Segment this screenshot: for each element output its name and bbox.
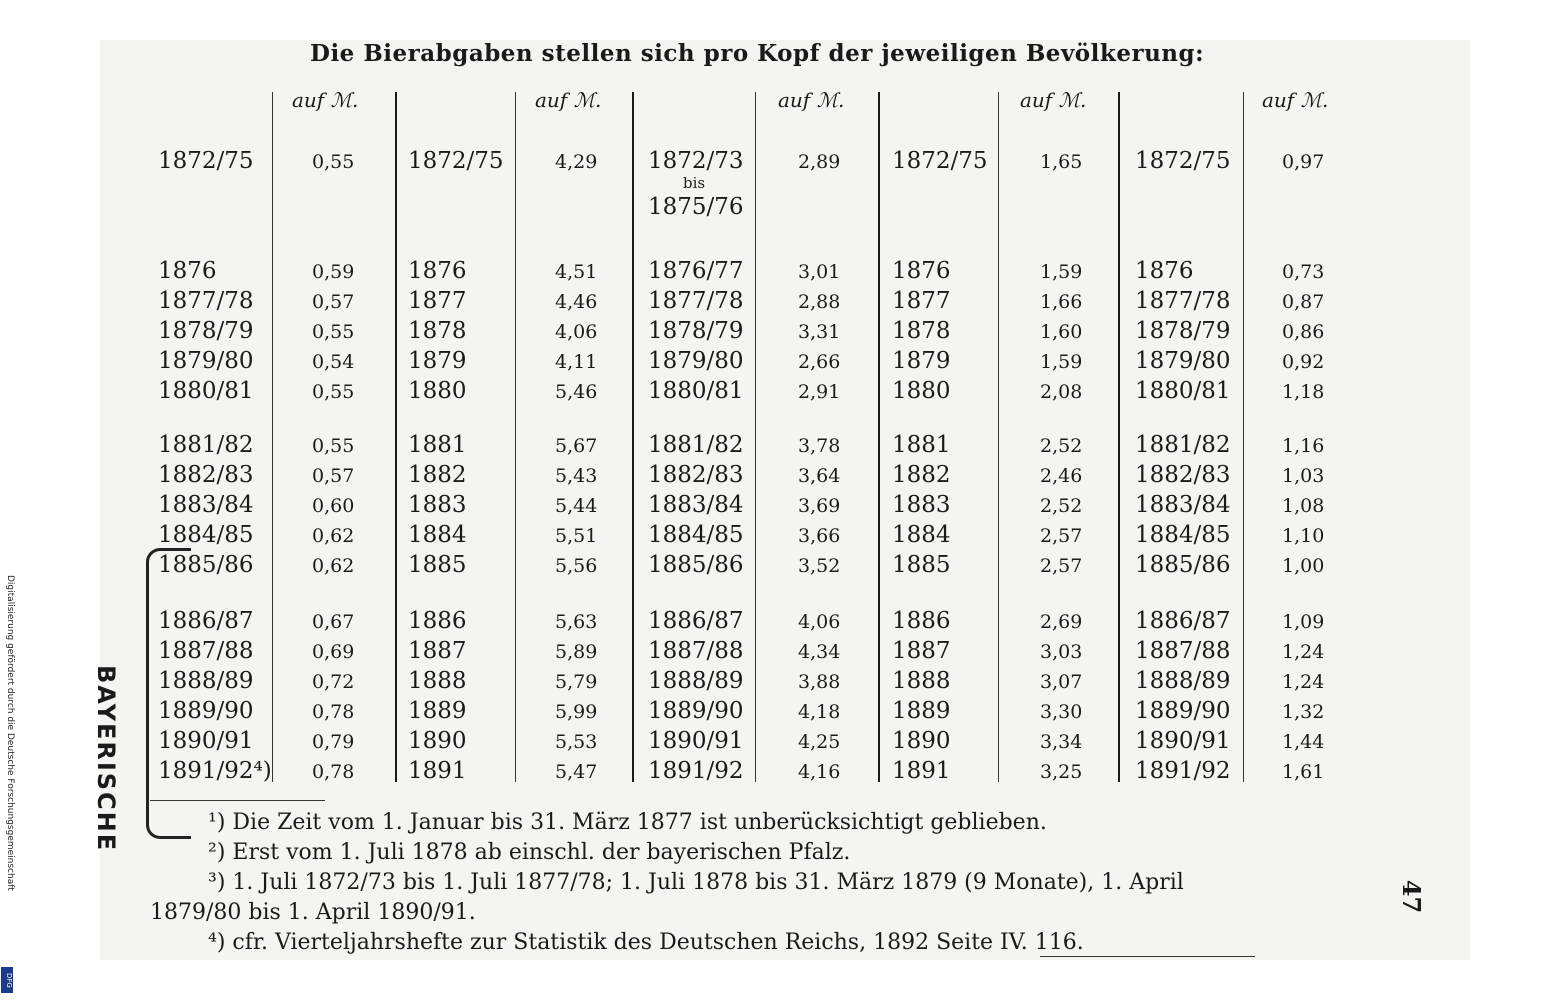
value-cell: 2,52 (1040, 495, 1083, 517)
period-cell: 1883 (892, 492, 951, 518)
period-cell: 1883/84 (158, 492, 254, 518)
value-cell: 5,56 (555, 555, 598, 577)
column-header-unit: auf ℳ. (292, 88, 359, 112)
period-cell: 1885 (408, 552, 467, 578)
footnotes (150, 808, 1380, 958)
value-cell: 3,01 (798, 261, 841, 283)
footnote-3: ³) 1. Juli 1872/73 bis 1. Juli 1877/78; 1. Juli 1878 bis 31. März 1879 (9 Monate), 1. April (208, 870, 1184, 895)
period-cell: 1890/91 (648, 728, 744, 754)
value-cell: 5,53 (555, 731, 598, 753)
group-separator (395, 92, 397, 782)
value-cell: 1,65 (1040, 151, 1083, 173)
column-header-unit: auf ℳ. (1020, 88, 1087, 112)
column-separator (515, 92, 516, 782)
period-cell: 1882/83 (158, 462, 254, 488)
period-cell: 1884 (892, 522, 951, 548)
footnote-1: ¹) Die Zeit vom 1. Januar bis 31. März 1877 ist unberücksichtigt geblieben. (208, 810, 1047, 835)
period-cell: 1887/88 (1135, 638, 1231, 664)
period-cell: 1884/85 (648, 522, 744, 548)
period-cell: 1880/81 (648, 378, 744, 404)
value-cell: 2,08 (1040, 381, 1083, 403)
period-cell: 1872/73 (648, 148, 744, 174)
value-cell: 5,51 (555, 525, 598, 547)
column-header-unit: auf ℳ. (1262, 88, 1329, 112)
footnote-2: ²) Erst vom 1. Juli 1878 ab einschl. der bayerischen Pfalz. (208, 840, 851, 865)
value-cell: 0,78 (312, 701, 355, 723)
period-cell: 1886/87 (158, 608, 254, 634)
period-cell: 1876/77 (648, 258, 744, 284)
period-cell: 1884/85 (158, 522, 254, 548)
value-cell: 1,10 (1282, 525, 1325, 547)
value-cell: 0,55 (312, 321, 355, 343)
period-cell: 1877/78 (1135, 288, 1231, 314)
digitization-credit: Digitalisierung gefördert durch die Deutsche Forschungsgemeinschaft (5, 575, 15, 891)
value-cell: 5,89 (555, 641, 598, 663)
value-cell: 0,87 (1282, 291, 1325, 313)
period-cell: 1881 (408, 432, 467, 458)
period-cell: 1876 (1135, 258, 1194, 284)
period-cell: 1872/75 (408, 148, 504, 174)
column-separator (755, 92, 756, 782)
value-cell: 5,67 (555, 435, 598, 457)
period-cell: 1883/84 (1135, 492, 1231, 518)
period-cell: 1879 (892, 348, 951, 374)
value-cell: 2,88 (798, 291, 841, 313)
period-cell: 1887/88 (158, 638, 254, 664)
value-cell: 2,69 (1040, 611, 1083, 633)
group-separator (632, 92, 634, 782)
period-cell: 1889/90 (648, 698, 744, 724)
value-cell: 2,57 (1040, 555, 1083, 577)
value-cell: 1,16 (1282, 435, 1325, 457)
beer-tax-table (150, 82, 1370, 782)
value-cell: 5,43 (555, 465, 598, 487)
value-cell: 3,31 (798, 321, 841, 343)
value-cell: 1,61 (1282, 761, 1325, 783)
value-cell: 3,88 (798, 671, 841, 693)
period-cell: 1890 (408, 728, 467, 754)
value-cell: 0,54 (312, 351, 355, 373)
period-cell: 1884 (408, 522, 467, 548)
value-cell: 4,06 (798, 611, 841, 633)
period-cell: 1880 (408, 378, 467, 404)
period-cell: 1876 (158, 258, 217, 284)
period-cell: 1877/78 (158, 288, 254, 314)
value-cell: 2,66 (798, 351, 841, 373)
value-cell: 1,08 (1282, 495, 1325, 517)
bottom-rule (1040, 956, 1255, 957)
period-cell: 1878/79 (648, 318, 744, 344)
column-separator (998, 92, 999, 782)
period-cell: 1886/87 (648, 608, 744, 634)
value-cell: 3,34 (1040, 731, 1083, 753)
column-header-unit: auf ℳ. (535, 88, 602, 112)
period-cell: 1872/75 (158, 148, 254, 174)
period-cell: 1887 (408, 638, 467, 664)
period-cell: 1885/86 (158, 552, 254, 578)
period-cell: 1880 (892, 378, 951, 404)
period-cell: 1891 (408, 758, 467, 784)
footnote-4: ⁴) cfr. Vierteljahrshefte zur Statistik des Deutschen Reichs, 1892 Seite IV. 116. (208, 930, 1084, 955)
period-cell: 1887/88 (648, 638, 744, 664)
value-cell: 0,67 (312, 611, 355, 633)
period-cell: 1885 (892, 552, 951, 578)
value-cell: 4,51 (555, 261, 598, 283)
period-cell: 1885/86 (1135, 552, 1231, 578)
period-cell: 1881/82 (1135, 432, 1231, 458)
value-cell: 0,55 (312, 381, 355, 403)
library-stamp (146, 548, 191, 839)
period-cell: 1882/83 (648, 462, 744, 488)
value-cell: 5,63 (555, 611, 598, 633)
period-bis: bis (683, 174, 706, 192)
period-cell: 1886 (408, 608, 467, 634)
value-cell: 1,09 (1282, 611, 1325, 633)
value-cell: 1,18 (1282, 381, 1325, 403)
value-cell: 0,62 (312, 525, 355, 547)
value-cell: 4,11 (555, 351, 598, 373)
period-cell: 1888/89 (1135, 668, 1231, 694)
period-cell: 1877/78 (648, 288, 744, 314)
group-separator (878, 92, 880, 782)
value-cell: 3,30 (1040, 701, 1083, 723)
value-cell: 3,07 (1040, 671, 1083, 693)
value-cell: 4,06 (555, 321, 598, 343)
period-cell: 1888/89 (158, 668, 254, 694)
period-cell: 1876 (892, 258, 951, 284)
value-cell: 0,73 (1282, 261, 1325, 283)
value-cell: 1,59 (1040, 351, 1083, 373)
period-cell: 1891/92 (1135, 758, 1231, 784)
period-cell: 1879/80 (1135, 348, 1231, 374)
period-cell: 1881/82 (648, 432, 744, 458)
period-cell: 1891 (892, 758, 951, 784)
value-cell: 1,24 (1282, 671, 1325, 693)
value-cell: 4,46 (555, 291, 598, 313)
table-bottom-rule (150, 800, 325, 801)
value-cell: 5,99 (555, 701, 598, 723)
period-cell: 1889 (892, 698, 951, 724)
period-cell: 1881 (892, 432, 951, 458)
period-cell: 1888 (408, 668, 467, 694)
period-cell: 1890/91 (1135, 728, 1231, 754)
period-cell: 1879/80 (158, 348, 254, 374)
value-cell: 4,18 (798, 701, 841, 723)
value-cell: 1,32 (1282, 701, 1325, 723)
period-cell: 1886 (892, 608, 951, 634)
value-cell: 3,78 (798, 435, 841, 457)
value-cell: 1,44 (1282, 731, 1325, 753)
period-cell: 1888/89 (648, 668, 744, 694)
value-cell: 1,59 (1040, 261, 1083, 283)
value-cell: 0,55 (312, 151, 355, 173)
page-number: 47 (1397, 879, 1427, 914)
value-cell: 3,25 (1040, 761, 1083, 783)
value-cell: 0,59 (312, 261, 355, 283)
value-cell: 0,60 (312, 495, 355, 517)
dfg-logo: DFG (1, 967, 13, 993)
period-cell: 1884/85 (1135, 522, 1231, 548)
value-cell: 0,72 (312, 671, 355, 693)
period-cell: 1890/91 (158, 728, 254, 754)
value-cell: 3,69 (798, 495, 841, 517)
period-cell: 1882 (892, 462, 951, 488)
period-cell: 1889/90 (1135, 698, 1231, 724)
column-separator (1243, 92, 1244, 782)
period-cell: 1889 (408, 698, 467, 724)
value-cell: 5,79 (555, 671, 598, 693)
period-cell: 1886/87 (1135, 608, 1231, 634)
value-cell: 0,79 (312, 731, 355, 753)
column-header-unit: auf ℳ. (778, 88, 845, 112)
value-cell: 0,78 (312, 761, 355, 783)
value-cell: 2,91 (798, 381, 841, 403)
value-cell: 3,64 (798, 465, 841, 487)
library-stamp-text: BAYERISCHE (92, 665, 120, 853)
value-cell: 4,25 (798, 731, 841, 753)
period-cell: 1881/82 (158, 432, 254, 458)
period-end: 1875/76 (648, 194, 744, 220)
period-cell: 1878 (408, 318, 467, 344)
period-cell: 1880/81 (158, 378, 254, 404)
period-cell: 1882 (408, 462, 467, 488)
period-cell: 1880/81 (1135, 378, 1231, 404)
value-cell: 2,46 (1040, 465, 1083, 487)
period-cell: 1890 (892, 728, 951, 754)
value-cell: 0,86 (1282, 321, 1325, 343)
period-cell: 1872/75 (1135, 148, 1231, 174)
period-cell: 1879/80 (648, 348, 744, 374)
period-cell: 1882/83 (1135, 462, 1231, 488)
column-separator (272, 92, 273, 782)
value-cell: 1,60 (1040, 321, 1083, 343)
period-cell: 1878 (892, 318, 951, 344)
period-cell: 1891/92 (648, 758, 744, 784)
period-cell: 1877 (408, 288, 467, 314)
value-cell: 5,44 (555, 495, 598, 517)
period-cell: 1876 (408, 258, 467, 284)
period-cell: 1891/92⁴) (158, 758, 272, 784)
value-cell: 0,62 (312, 555, 355, 577)
period-cell: 1883/84 (648, 492, 744, 518)
period-cell: 1888 (892, 668, 951, 694)
value-cell: 1,03 (1282, 465, 1325, 487)
value-cell: 0,55 (312, 435, 355, 457)
period-cell: 1872/75 (892, 148, 988, 174)
value-cell: 5,46 (555, 381, 598, 403)
value-cell: 0,57 (312, 465, 355, 487)
value-cell: 0,57 (312, 291, 355, 313)
value-cell: 3,52 (798, 555, 841, 577)
value-cell: 0,92 (1282, 351, 1325, 373)
value-cell: 4,29 (555, 151, 598, 173)
value-cell: 2,52 (1040, 435, 1083, 457)
period-cell: 1877 (892, 288, 951, 314)
value-cell: 3,03 (1040, 641, 1083, 663)
footnote-3-continued: 1879/80 bis 1. April 1890/91. (150, 900, 476, 925)
period-cell: 1883 (408, 492, 467, 518)
value-cell: 2,57 (1040, 525, 1083, 547)
value-cell: 5,47 (555, 761, 598, 783)
group-separator (1118, 92, 1120, 782)
value-cell: 1,24 (1282, 641, 1325, 663)
period-cell: 1879 (408, 348, 467, 374)
value-cell: 0,97 (1282, 151, 1325, 173)
value-cell: 3,66 (798, 525, 841, 547)
value-cell: 0,69 (312, 641, 355, 663)
value-cell: 1,66 (1040, 291, 1083, 313)
page-title: Die Bierabgaben stellen sich pro Kopf der jeweiligen Bevölkerung: (310, 40, 1205, 67)
value-cell: 2,89 (798, 151, 841, 173)
value-cell: 4,16 (798, 761, 841, 783)
period-cell: 1878/79 (1135, 318, 1231, 344)
period-cell: 1878/79 (158, 318, 254, 344)
value-cell: 1,00 (1282, 555, 1325, 577)
period-cell: 1887 (892, 638, 951, 664)
period-cell: 1885/86 (648, 552, 744, 578)
period-cell: 1889/90 (158, 698, 254, 724)
value-cell: 4,34 (798, 641, 841, 663)
